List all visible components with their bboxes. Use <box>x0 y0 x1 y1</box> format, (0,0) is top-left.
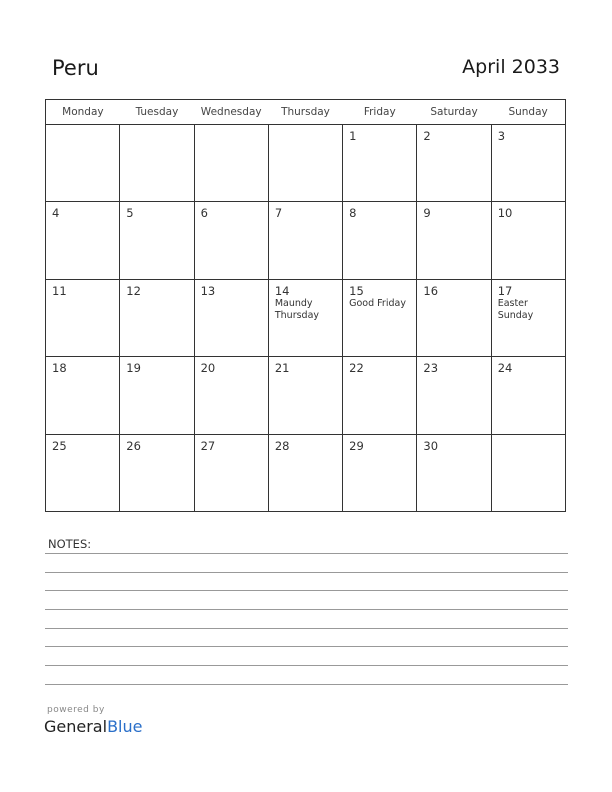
day-number: 9 <box>423 206 431 221</box>
note-line <box>45 590 568 591</box>
calendar-grid <box>45 99 566 512</box>
holiday-label: Easter Sunday <box>497 297 534 321</box>
day-number: 16 <box>423 283 439 298</box>
calendar-day-cell <box>120 434 194 511</box>
weekday-header: Monday <box>46 100 120 125</box>
calendar-day-cell <box>491 434 565 511</box>
calendar-day-cell <box>194 279 268 356</box>
calendar-day-cell <box>120 357 194 434</box>
calendar-day-cell <box>194 434 268 511</box>
calendar-day-cell <box>417 434 491 511</box>
calendar-day-cell <box>194 357 268 434</box>
calendar-day-cell <box>491 357 565 434</box>
calendar-day-cell <box>417 357 491 434</box>
day-number: 26 <box>126 438 141 453</box>
day-number: 5 <box>126 206 134 221</box>
note-line <box>45 684 568 685</box>
note-line <box>45 553 568 554</box>
weekday-header: Saturday <box>417 100 491 125</box>
note-line <box>45 628 568 629</box>
day-number: 3 <box>497 129 506 143</box>
day-number: 2 <box>423 129 431 143</box>
day-number: 28 <box>274 438 290 453</box>
calendar-day-cell <box>194 125 268 202</box>
day-number: 25 <box>52 438 67 453</box>
calendar-day-cell <box>46 279 120 356</box>
calendar-day-cell <box>491 279 565 356</box>
calendar-day-cell <box>268 125 342 202</box>
weekday-header-row <box>46 100 566 125</box>
calendar-day-cell <box>417 125 491 202</box>
day-number: 23 <box>423 361 439 376</box>
month-year-title: April 2033 <box>462 56 560 78</box>
day-number: 24 <box>497 361 513 376</box>
note-line <box>45 609 568 610</box>
calendar-week-row <box>46 202 566 279</box>
day-number: 15 <box>349 283 364 298</box>
day-number: 30 <box>423 438 439 453</box>
calendar-day-cell <box>46 434 120 511</box>
day-number: 14 <box>274 283 290 298</box>
weekday-header: Wednesday <box>194 100 268 125</box>
day-number: 12 <box>126 283 141 298</box>
calendar-day-cell <box>417 279 491 356</box>
calendar-day-cell <box>268 434 342 511</box>
calendar-day-cell <box>46 125 120 202</box>
notes-label: NOTES: <box>48 537 92 551</box>
calendar-day-cell <box>491 125 565 202</box>
calendar-day-cell <box>343 279 417 356</box>
holiday-label: Good Friday <box>349 297 406 309</box>
calendar-day-cell <box>268 202 342 279</box>
day-number: 4 <box>52 206 60 221</box>
brand-name-part2: Blue <box>107 717 143 736</box>
calendar-day-cell <box>268 357 342 434</box>
calendar-day-cell <box>194 202 268 279</box>
calendar-week-row <box>46 279 566 356</box>
calendar-week-row <box>46 434 566 511</box>
note-line <box>45 572 568 573</box>
weekday-header: Tuesday <box>120 100 194 125</box>
day-number: 6 <box>200 206 208 221</box>
calendar-body <box>46 125 566 512</box>
day-number: 13 <box>200 283 216 298</box>
brand-name-part1: General <box>44 717 108 736</box>
calendar-day-cell <box>343 202 417 279</box>
day-number: 17 <box>497 283 513 298</box>
day-number: 22 <box>349 361 364 376</box>
day-number: 11 <box>52 283 67 298</box>
day-number: 19 <box>126 361 141 376</box>
calendar-day-cell <box>46 202 120 279</box>
calendar-day-cell <box>46 357 120 434</box>
brand-logo <box>44 717 142 736</box>
weekday-header: Thursday <box>268 100 342 125</box>
powered-by-text: powered by <box>47 705 105 715</box>
day-number: 1 <box>349 129 357 143</box>
calendar-week-row <box>46 125 566 202</box>
note-line <box>45 665 568 666</box>
note-line <box>45 646 568 647</box>
day-number: 21 <box>274 361 290 376</box>
day-number: 10 <box>497 206 513 221</box>
calendar-day-cell <box>343 125 417 202</box>
calendar-day-cell <box>343 434 417 511</box>
calendar-day-cell <box>343 357 417 434</box>
day-number: 18 <box>52 361 67 376</box>
day-number: 27 <box>200 438 216 453</box>
day-number: 20 <box>200 361 216 376</box>
calendar-day-cell <box>120 125 194 202</box>
calendar-day-cell <box>491 202 565 279</box>
calendar-day-cell <box>268 279 342 356</box>
country-title: Peru <box>52 56 99 80</box>
calendar-week-row <box>46 357 566 434</box>
holiday-label: Maundy Thursday <box>274 297 320 321</box>
day-number: 7 <box>274 206 283 221</box>
day-number: 29 <box>349 438 364 453</box>
day-number: 8 <box>349 206 357 221</box>
weekday-header: Sunday <box>491 100 565 125</box>
weekday-header: Friday <box>343 100 417 125</box>
calendar-day-cell <box>120 202 194 279</box>
calendar-day-cell <box>120 279 194 356</box>
calendar-day-cell <box>417 202 491 279</box>
